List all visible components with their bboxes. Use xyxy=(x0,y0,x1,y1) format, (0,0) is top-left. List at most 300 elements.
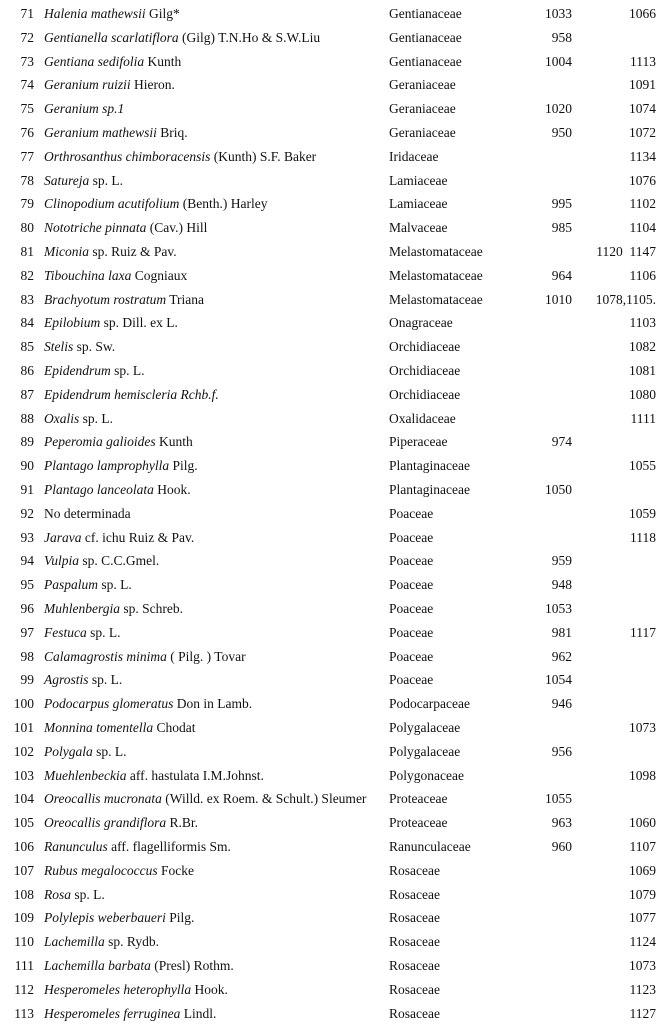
species-author: sp. L. xyxy=(74,886,105,902)
row-number: 104 xyxy=(13,791,34,807)
specimen-number-b: 1073 xyxy=(629,958,656,973)
species-author: Hook. xyxy=(157,482,191,497)
specimen-number-b: 1102 xyxy=(629,196,656,212)
specimen-number-b: 1118 xyxy=(630,529,656,545)
specimen-number-b: 1078,1105. xyxy=(595,291,656,307)
species-genus: Orthrosanthus chimboracensis xyxy=(44,148,211,164)
species-genus: Nototriche pinnata xyxy=(44,220,147,236)
species-genus: Agrostis xyxy=(44,672,89,688)
row-number: 82 xyxy=(20,267,34,283)
species-name xyxy=(44,240,177,264)
species-name xyxy=(44,288,204,312)
specimen-number-b: 1055 xyxy=(629,458,656,474)
row-number: 97 xyxy=(20,624,34,640)
table-row xyxy=(0,121,670,145)
specimen-number-a: 1033 xyxy=(545,6,572,21)
species-name xyxy=(44,73,175,97)
species-genus: Muehlenbeckia xyxy=(44,767,127,783)
species-author: Briq. xyxy=(160,125,188,140)
species-genus: Vulpia xyxy=(44,553,79,569)
species-author: Hook. xyxy=(194,981,228,997)
specimen-number-b: 1117 xyxy=(630,624,656,640)
specimen-number-a: 960 xyxy=(551,839,572,854)
row-number: 94 xyxy=(20,553,34,569)
species-genus: Geranium mathewsii xyxy=(44,125,157,140)
table-row xyxy=(0,192,670,216)
specimen-number-b: 1069 xyxy=(629,862,656,878)
row-number: 113 xyxy=(14,1005,34,1021)
species-genus: Lachemilla xyxy=(44,934,105,950)
species-name xyxy=(44,335,115,359)
table-row xyxy=(0,264,670,288)
row-number: 83 xyxy=(20,291,34,307)
family-name: Piperaceae xyxy=(389,434,448,450)
family-name: Rosaceae xyxy=(389,886,440,902)
family-name: Gentianaceae xyxy=(389,29,462,45)
species-genus: Paspalum xyxy=(44,577,98,593)
species-genus: Gentianella scarlatiflora xyxy=(44,29,179,45)
species-name xyxy=(44,430,193,454)
species-name xyxy=(44,192,267,216)
row-number: 88 xyxy=(20,410,34,426)
table-row xyxy=(0,811,670,835)
species-genus: Epidendrum hemiscleria Rchb.f. xyxy=(44,386,219,402)
specimen-number-a: 1053 xyxy=(545,601,572,616)
family-name: Poaceae xyxy=(389,648,434,664)
species-name xyxy=(44,454,198,478)
family-name: Proteaceae xyxy=(389,791,448,807)
family-name: Oxalidaceae xyxy=(389,410,456,426)
row-number: 111 xyxy=(14,958,34,973)
family-name: Rosaceae xyxy=(389,934,440,950)
specimen-number-a: 964 xyxy=(551,267,572,283)
family-name: Gentianaceae xyxy=(389,53,462,69)
family-name: Orchidiaceae xyxy=(389,386,461,402)
specimen-number-a: 946 xyxy=(551,696,572,712)
specimen-number-b: 1127 xyxy=(629,1005,656,1021)
species-genus: Lachemilla barbata xyxy=(44,958,151,973)
table-row xyxy=(0,692,670,716)
species-name xyxy=(44,169,123,193)
species-name xyxy=(44,216,207,240)
row-number: 86 xyxy=(20,363,34,378)
species-author: aff. flagelliformis Sm. xyxy=(111,839,231,854)
specimen-number-b: 1059 xyxy=(629,505,656,521)
species-genus: Festuca xyxy=(44,624,87,640)
specimen-number-b: 1073 xyxy=(629,720,656,735)
table-row xyxy=(0,573,670,597)
specimen-number-b: 1103 xyxy=(629,315,656,331)
species-genus: Oxalis xyxy=(44,410,80,426)
table-row xyxy=(0,383,670,407)
family-name: Geraniaceae xyxy=(389,101,456,117)
table-row xyxy=(0,50,670,74)
row-number: 72 xyxy=(20,29,34,45)
family-name: Poaceae xyxy=(389,601,434,616)
specimen-number-b: 1120 1147 xyxy=(596,244,656,259)
family-name: Rosaceae xyxy=(389,910,440,926)
species-genus: Halenia mathewsii xyxy=(44,6,146,21)
family-name: Plantaginaceae xyxy=(389,458,470,474)
species-author: Hieron. xyxy=(134,77,175,93)
species-name xyxy=(44,597,183,621)
family-name: Malvaceae xyxy=(389,220,448,236)
family-name: Polygalaceae xyxy=(389,720,461,735)
table-row xyxy=(0,716,670,740)
species-name xyxy=(44,668,122,692)
table-row xyxy=(0,169,670,193)
species-genus: Hesperomeles heterophylla xyxy=(44,981,192,997)
species-author: sp. L. xyxy=(101,577,132,593)
specimen-number-b: 1107 xyxy=(629,839,656,854)
species-name xyxy=(44,787,366,811)
species-name xyxy=(44,883,105,907)
table-row xyxy=(0,502,670,526)
specimen-number-b: 1080 xyxy=(629,386,656,402)
row-number: 80 xyxy=(20,220,34,236)
specimen-number-a: 1004 xyxy=(545,53,572,69)
species-genus: Polylepis weberbaueri xyxy=(44,910,166,926)
specimen-number-b: 1113 xyxy=(630,53,656,69)
specimen-number-b: 1066 xyxy=(629,6,656,21)
row-number: 74 xyxy=(20,77,34,93)
family-name: Poaceae xyxy=(389,672,434,688)
specimen-number-a: 1010 xyxy=(545,291,572,307)
species-genus: Geranium sp.1 xyxy=(44,101,125,117)
species-author: Pilg. xyxy=(172,458,198,474)
species-genus: Tibouchina laxa xyxy=(44,267,132,283)
specimen-number-a: 950 xyxy=(551,125,572,140)
specimen-number-b: 1104 xyxy=(629,220,656,236)
row-number: 112 xyxy=(14,981,34,997)
species-author: (Gilg) T.N.Ho & S.W.Liu xyxy=(182,29,321,45)
row-number: 81 xyxy=(20,244,34,259)
table-row xyxy=(0,478,670,502)
table-row xyxy=(0,621,670,645)
specimen-number-a: 959 xyxy=(551,553,572,569)
specimen-number-a: 956 xyxy=(551,743,572,759)
species-name xyxy=(44,549,159,573)
specimen-number-b: 1098 xyxy=(629,767,656,783)
species-name xyxy=(44,383,219,407)
species-author: Kunth xyxy=(147,53,182,69)
species-name xyxy=(44,906,194,930)
table-row xyxy=(0,597,670,621)
table-row xyxy=(0,407,670,431)
species-genus: Podocarpus glomeratus xyxy=(44,696,174,712)
species-author: sp. L. xyxy=(82,410,113,426)
specimen-number-b: 1060 xyxy=(629,815,656,831)
species-name xyxy=(44,50,181,74)
species-author: sp. L. xyxy=(114,363,145,378)
species-author: (Kunth) S.F. Baker xyxy=(213,148,317,164)
species-name xyxy=(44,716,195,740)
family-name: Melastomataceae xyxy=(389,267,483,283)
species-author: sp. L. xyxy=(91,672,123,688)
table-row xyxy=(0,1002,670,1025)
row-number: 84 xyxy=(20,315,34,331)
table-row xyxy=(0,787,670,811)
species-genus: Peperomia galioides xyxy=(44,434,156,450)
row-number: 77 xyxy=(20,148,34,164)
family-name: Geraniaceae xyxy=(389,77,456,93)
species-name xyxy=(44,930,159,954)
row-number: 87 xyxy=(20,386,34,402)
row-number: 103 xyxy=(13,767,34,783)
species-author: Gilg* xyxy=(149,6,180,21)
species-author: Chodat xyxy=(156,720,196,735)
species-genus: Rubus megalococcus xyxy=(44,862,158,878)
species-author: Cogniaux xyxy=(134,267,188,283)
table-row xyxy=(0,835,670,859)
row-number: 109 xyxy=(13,910,34,926)
species-genus: Brachyotum rostratum xyxy=(44,291,167,307)
species-author: sp. Dill. ex L. xyxy=(103,315,178,331)
table-row xyxy=(0,216,670,240)
species-author: aff. hastulata I.M.Johnst. xyxy=(129,767,264,783)
specimen-number-b: 1124 xyxy=(629,934,656,950)
table-row xyxy=(0,883,670,907)
table-row xyxy=(0,454,670,478)
specimen-number-a: 1050 xyxy=(545,482,572,497)
species-genus: Gentiana sedifolia xyxy=(44,53,145,69)
species-author: sp. Sw. xyxy=(76,339,116,355)
family-name: Podocarpaceae xyxy=(389,696,470,712)
specimen-number-a: 958 xyxy=(551,29,572,45)
specimen-number-b: 1081 xyxy=(629,363,656,378)
species-name xyxy=(44,954,234,978)
specimen-number-b: 1079 xyxy=(629,886,656,902)
family-name: Rosaceae xyxy=(389,862,440,878)
row-number: 93 xyxy=(20,529,34,545)
family-name: Poaceae xyxy=(389,624,434,640)
row-number: 85 xyxy=(20,339,34,355)
species-name xyxy=(44,311,178,335)
family-name: Onagraceae xyxy=(389,315,453,331)
species-genus: Polygala xyxy=(44,743,93,759)
species-author: (Benth.) Harley xyxy=(182,196,268,212)
family-name: Melastomataceae xyxy=(389,244,483,259)
table-row xyxy=(0,978,670,1002)
family-name: Poaceae xyxy=(389,577,434,593)
species-name xyxy=(44,645,246,669)
row-number: 76 xyxy=(20,125,34,140)
species-name xyxy=(44,764,264,788)
species-author: (Presl) Rothm. xyxy=(154,958,234,973)
specimen-number-a: 981 xyxy=(551,624,572,640)
specimen-number-b: 1106 xyxy=(629,267,656,283)
row-number: 92 xyxy=(20,505,34,521)
species-genus: Geranium ruizii xyxy=(44,77,131,93)
species-name xyxy=(44,740,127,764)
species-name xyxy=(44,811,198,835)
species-author: sp. L. xyxy=(92,172,123,188)
species-name xyxy=(44,407,113,431)
species-genus: Jarava xyxy=(44,529,82,545)
specimen-number-b: 1082 xyxy=(629,339,656,355)
specimen-number-b: 1072 xyxy=(629,125,656,140)
species-name xyxy=(44,121,188,145)
specimen-number-a: 1054 xyxy=(545,672,572,688)
row-number: 108 xyxy=(13,886,34,902)
species-genus: Satureja xyxy=(44,172,90,188)
row-number: 100 xyxy=(13,696,34,712)
table-row xyxy=(0,335,670,359)
species-name xyxy=(44,1002,216,1025)
species-author: sp. Schreb. xyxy=(123,601,183,616)
species-author: Triana xyxy=(169,291,205,307)
row-number: 75 xyxy=(20,101,34,117)
row-number: 98 xyxy=(20,648,34,664)
specimen-number-b: 1077 xyxy=(629,910,656,926)
family-name: Poaceae xyxy=(389,505,434,521)
species-genus: Ranunculus xyxy=(44,839,108,854)
table-row xyxy=(0,740,670,764)
table-row xyxy=(0,764,670,788)
table-row xyxy=(0,2,670,26)
species-author: Lindl. xyxy=(183,1005,217,1021)
row-number: 90 xyxy=(20,458,34,474)
table-row xyxy=(0,288,670,312)
table-row xyxy=(0,668,670,692)
specimen-number-a: 985 xyxy=(551,220,572,236)
family-name: Lamiaceae xyxy=(389,172,448,188)
row-number: 99 xyxy=(20,672,34,688)
specimen-number-b: 1091 xyxy=(629,77,656,93)
family-name: Lamiaceae xyxy=(389,196,448,212)
species-name xyxy=(44,978,228,1002)
table-row xyxy=(0,240,670,264)
family-name: Rosaceae xyxy=(389,1005,440,1021)
species-genus: Plantago lamprophylla xyxy=(44,458,170,474)
species-name xyxy=(44,621,121,645)
species-genus: Calamagrostis minima xyxy=(44,648,167,664)
species-genus: Plantago lanceolata xyxy=(44,482,154,497)
species-author: sp. C.C.Gmel. xyxy=(82,553,160,569)
species-genus: Monnina tomentella xyxy=(44,720,154,735)
family-name: Ranunculaceae xyxy=(389,839,471,854)
species-author: Focke xyxy=(160,862,194,878)
row-number: 89 xyxy=(20,434,34,450)
specimen-number-a: 995 xyxy=(551,196,572,212)
species-author: Kunth xyxy=(158,434,193,450)
species-genus: Miconia xyxy=(44,244,89,259)
species-genus: Epidendrum xyxy=(44,363,111,378)
species-name xyxy=(44,502,131,526)
table-row xyxy=(0,311,670,335)
family-name: Polygalaceae xyxy=(389,743,461,759)
species-name xyxy=(44,478,191,502)
species-author: cf. ichu Ruiz & Pav. xyxy=(84,529,195,545)
species-name xyxy=(44,835,231,859)
row-number: 91 xyxy=(20,482,34,497)
table-row xyxy=(0,359,670,383)
table-row xyxy=(0,526,670,550)
specimen-number-b: 1111 xyxy=(630,410,656,426)
row-number: 105 xyxy=(13,815,34,831)
table-row xyxy=(0,549,670,573)
row-number: 73 xyxy=(20,53,34,69)
family-name: Gentianaceae xyxy=(389,6,462,21)
family-name: Polygonaceae xyxy=(389,767,464,783)
species-name xyxy=(44,2,180,26)
species-name xyxy=(44,692,252,716)
row-number: 102 xyxy=(13,743,34,759)
table-row xyxy=(0,26,670,50)
species-author: sp. Ruiz & Pav. xyxy=(92,244,177,259)
table-row xyxy=(0,430,670,454)
species-genus: Oreocallis mucronata xyxy=(44,791,162,807)
family-name: Geraniaceae xyxy=(389,125,456,140)
table-row xyxy=(0,859,670,883)
family-name: Plantaginaceae xyxy=(389,482,470,497)
row-number: 78 xyxy=(20,172,34,188)
species-genus: Clinopodium acutifolium xyxy=(44,196,180,212)
family-name: Rosaceae xyxy=(389,958,440,973)
family-name: Poaceae xyxy=(389,553,434,569)
species-name xyxy=(44,526,194,550)
row-number: 79 xyxy=(20,196,34,212)
row-number: 107 xyxy=(13,862,34,878)
row-number: 101 xyxy=(13,720,34,735)
species-author: Don in Lamb. xyxy=(176,696,253,712)
family-name: Melastomataceae xyxy=(389,291,483,307)
species-genus: Epilobium xyxy=(44,315,101,331)
species-genus: Oreocallis grandiflora xyxy=(44,815,167,831)
species-author: (Willd. ex Roem. & Schult.) Sleumer xyxy=(165,791,367,807)
species-author: sp. L. xyxy=(96,743,127,759)
table-row xyxy=(0,954,670,978)
specimen-number-a: 1055 xyxy=(545,791,572,807)
species-genus: Hesperomeles ferruginea xyxy=(44,1005,181,1021)
specimen-number-b: 1074 xyxy=(629,101,656,117)
table-row xyxy=(0,97,670,121)
table-row xyxy=(0,930,670,954)
specimen-number-b: 1123 xyxy=(629,981,656,997)
table-row xyxy=(0,145,670,169)
row-number: 110 xyxy=(14,934,34,950)
specimen-number-a: 974 xyxy=(551,434,572,450)
species-name xyxy=(44,26,320,50)
family-name: Rosaceae xyxy=(389,981,440,997)
species-name xyxy=(44,859,194,883)
species-author: ( Pilg. ) Tovar xyxy=(170,648,246,664)
species-author: sp. Rydb. xyxy=(108,934,159,950)
row-number: 96 xyxy=(20,601,34,616)
specimen-number-a: 962 xyxy=(551,648,572,664)
family-name: Proteaceae xyxy=(389,815,448,831)
family-name: Orchidiaceae xyxy=(389,339,461,355)
species-genus: Stelis xyxy=(44,339,74,355)
species-name xyxy=(44,97,124,121)
specimen-number-a: 948 xyxy=(551,577,572,593)
row-number: 95 xyxy=(20,577,34,593)
row-number: 106 xyxy=(13,839,34,854)
species-name xyxy=(44,573,132,597)
specimen-number-b: 1076 xyxy=(629,172,656,188)
species-author: No determinada xyxy=(44,505,131,521)
species-genus: Muhlenbergia xyxy=(44,601,120,616)
family-name: Iridaceae xyxy=(389,148,439,164)
table-row xyxy=(0,73,670,97)
specimen-number-b: 1134 xyxy=(629,148,656,164)
row-number: 71 xyxy=(20,6,34,21)
species-author: Pilg. xyxy=(169,910,195,926)
table-row xyxy=(0,906,670,930)
species-author: R.Br. xyxy=(169,815,199,831)
specimen-number-a: 1020 xyxy=(545,101,572,117)
species-author: (Cav.) Hill xyxy=(149,220,208,236)
